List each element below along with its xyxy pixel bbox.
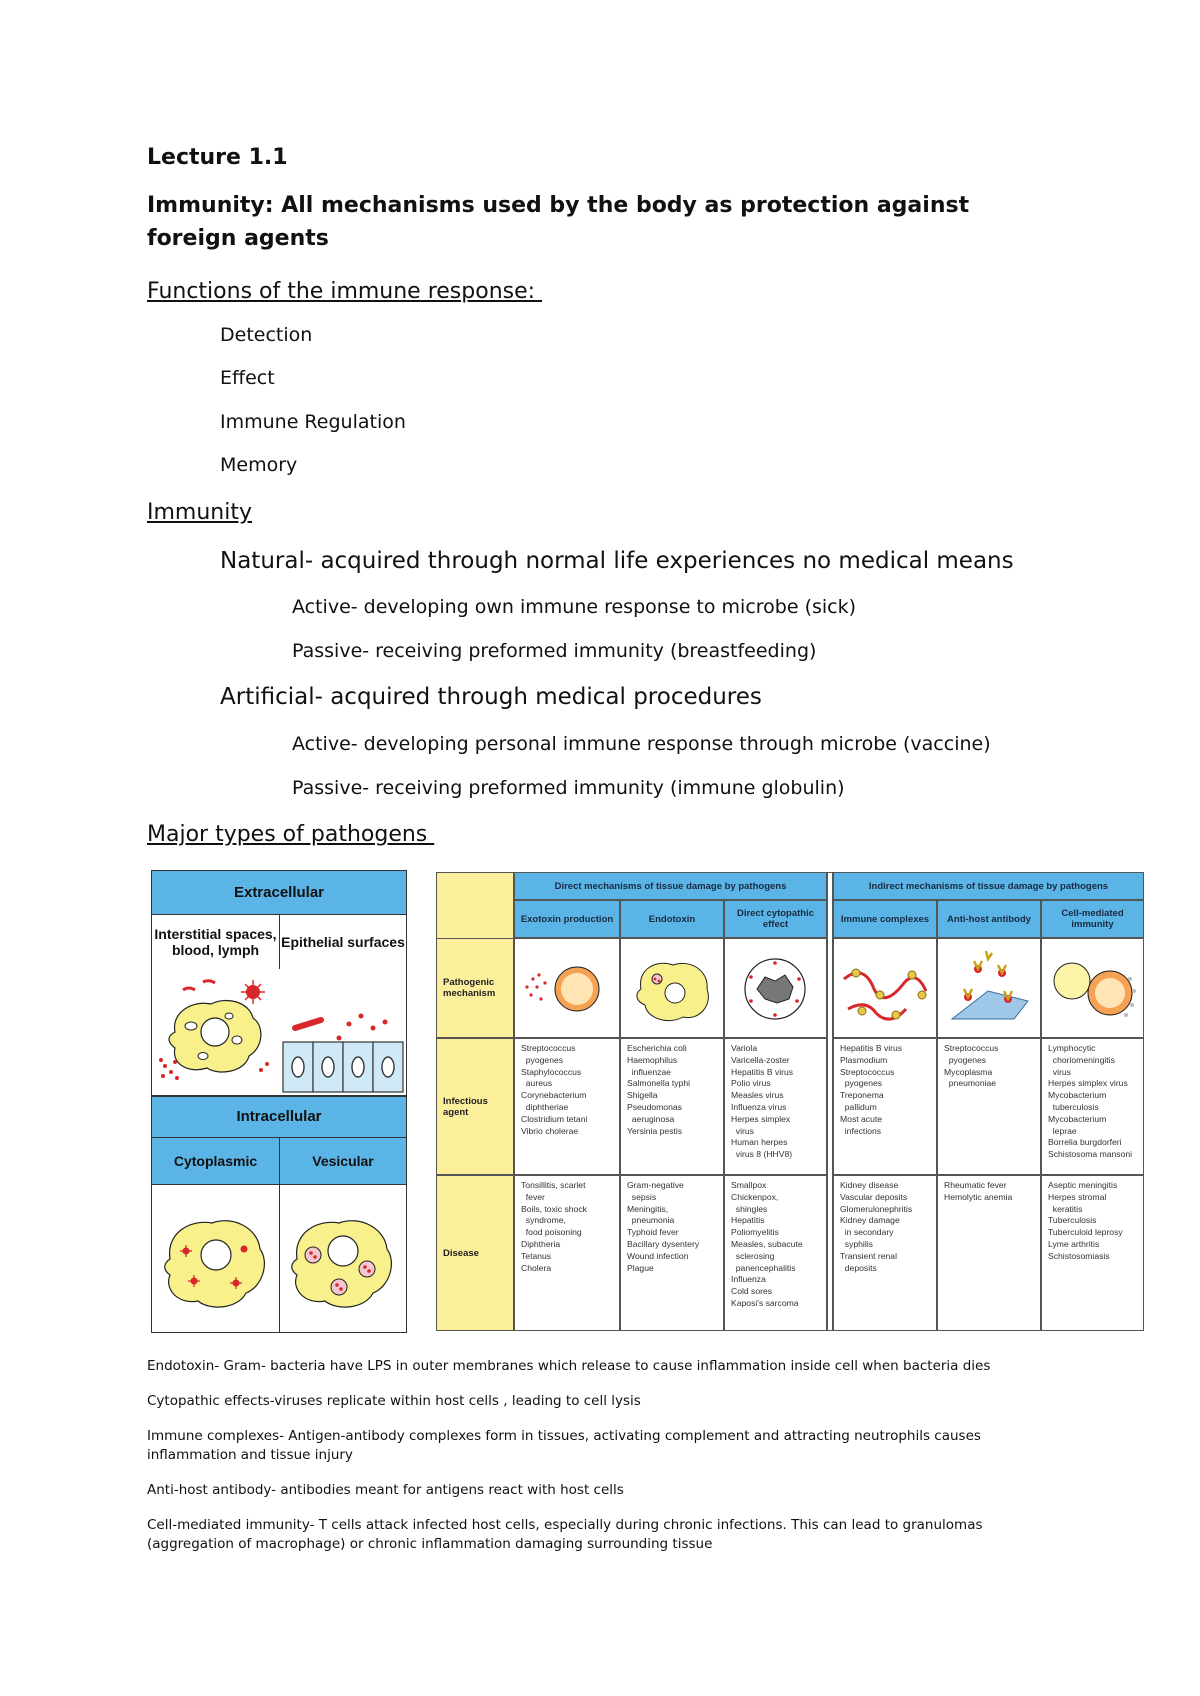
row-label: Infectious agent xyxy=(436,1038,514,1175)
column-header: Direct cytopathic effect xyxy=(724,900,827,938)
lecture-title: Lecture 1.1 xyxy=(147,145,288,170)
cytoplasmic-cell-icon xyxy=(154,1189,278,1329)
note-cell-mediated: Cell-mediated immunity- T cells attack infected host cells, especially during chronic infections. This can lead to granulomas (aggregation of macrophage) or chronic inflammation damaging surrounding tissue xyxy=(147,1517,983,1552)
exotoxin-illustration xyxy=(514,938,620,1038)
definition-line-2: foreign agents xyxy=(147,226,329,251)
vesicular-cell-icon xyxy=(281,1189,405,1329)
cytopathic-illustration xyxy=(724,938,827,1038)
extracellular-header: Extracellular xyxy=(151,870,407,915)
column-header: Endotoxin xyxy=(620,900,724,938)
agents-cell: Variola Varicella-zoster Hepatitis B virus Polio virus Measles virus Influenza virus Herpes simplex virus Human herpes virus 8 (HHV8) xyxy=(724,1038,827,1175)
direct-mechanisms-header: Direct mechanisms of tissue damage by pathogens xyxy=(514,872,827,900)
function-item: Effect xyxy=(220,367,275,389)
natural-title: Natural- acquired through normal life experiences no medical means xyxy=(220,548,1014,574)
disease-cell: Rheumatic fever Hemolytic anemia xyxy=(937,1175,1041,1331)
natural-active: Active- developing own immune response to microbe (sick) xyxy=(292,596,857,618)
cytoplasmic-label: Cytoplasmic xyxy=(151,1137,280,1185)
agents-cell: Hepatitis B virus Plasmodium Streptococcus pyogenes Treponema pallidum Most acute infections xyxy=(833,1038,937,1175)
disease-cell: Smallpox Chickenpox, shingles Hepatitis Poliomyelitis Measles, subacute sclerosing panencephalitis Influenza Cold sores Kaposi's sarcoma xyxy=(724,1175,827,1331)
artificial-title: Artificial- acquired through medical procedures xyxy=(220,684,762,710)
extracellular-illustration xyxy=(151,969,407,1096)
disease-cell: Tonsillitis, scarlet fever Boils, toxic shock syndrome, food poisoning Diphtheria Tetanus Cholera xyxy=(514,1175,620,1331)
disease-cell: Kidney disease Vascular deposits Glomerulonephritis Kidney damage in secondary syphilis Transient renal deposits xyxy=(833,1175,937,1331)
epithelial-label: Epithelial surfaces xyxy=(279,914,407,970)
row-label: Disease xyxy=(436,1175,514,1331)
vesicular-illustration xyxy=(279,1184,407,1333)
function-item: Memory xyxy=(220,454,298,476)
functions-heading: Functions of the immune response: xyxy=(147,279,543,304)
pathogen-location-figure xyxy=(151,870,407,1333)
agents-cell: Lymphocytic choriomeningitis virus Herpes simplex virus Mycobacterium tuberculosis Mycobacterium leprae Borrelia burgdorferi Schistosoma mansoni xyxy=(1041,1038,1144,1175)
extracellular-cells-illustration xyxy=(153,970,405,1094)
artificial-active: Active- developing personal immune response through microbe (vaccine) xyxy=(292,733,991,755)
agents-cell: Streptococcus pyogenes Mycoplasma pneumoniae xyxy=(937,1038,1041,1175)
natural-passive: Passive- receiving preformed immunity (breastfeeding) xyxy=(292,640,817,662)
immune-complex-illustration xyxy=(833,938,937,1038)
agents-cell: Escherichia coli Haemophilus influenzae Salmonella typhi Shigella Pseudomonas aeruginosa Yersinia pestis xyxy=(620,1038,724,1175)
column-header: Anti-host antibody xyxy=(937,900,1041,938)
agents-cell: Streptococcus pyogenes Staphylococcus aureus Corynebacterium diphtheriae Clostridium tetani Vibrio cholerae xyxy=(514,1038,620,1175)
row-label: Pathogenic mechanism xyxy=(436,938,514,1038)
disease-cell: Gram-negative sepsis Meningitis, pneumonia Typhoid fever Bacillary dysentery Wound infection Plague xyxy=(620,1175,724,1331)
interstitial-label: Interstitial spaces, blood, lymph xyxy=(151,914,280,970)
disease-cell: Aseptic meningitis Herpes stromal keratitis Tuberculosis Tuberculoid leprosy Lyme arthritis Schistosomiasis xyxy=(1041,1175,1144,1331)
artificial-passive: Passive- receiving preformed immunity (immune globulin) xyxy=(292,777,845,799)
cell-mediated-illustration xyxy=(1041,938,1144,1038)
function-item: Detection xyxy=(220,324,313,346)
anti-host-antibody-illustration xyxy=(937,938,1041,1038)
function-item: Immune Regulation xyxy=(220,411,406,433)
note-anti-host: Anti-host antibody- antibodies meant for antigens react with host cells xyxy=(147,1482,624,1498)
intracellular-header: Intracellular xyxy=(151,1096,407,1138)
indirect-mechanisms-header: Indirect mechanisms of tissue damage by pathogens xyxy=(833,872,1144,900)
immunity-heading: Immunity xyxy=(147,500,252,525)
cytoplasmic-illustration xyxy=(151,1184,280,1333)
note-endotoxin: Endotoxin- Gram- bacteria have LPS in outer membranes which release to cause inflammation inside cell when bacteria dies xyxy=(147,1358,991,1374)
endotoxin-illustration xyxy=(620,938,724,1038)
definition-line-1: Immunity: All mechanisms used by the body as protection against xyxy=(147,193,970,218)
tissue-damage-table xyxy=(436,872,1144,1331)
note-cytopathic: Cytopathic effects-viruses replicate within host cells , leading to cell lysis xyxy=(147,1393,641,1409)
vesicular-label: Vesicular xyxy=(279,1137,407,1185)
column-header: Immune complexes xyxy=(833,900,937,938)
pathogens-heading: Major types of pathogens xyxy=(147,822,435,847)
column-header: Exotoxin production xyxy=(514,900,620,938)
note-immune-complexes: Immune complexes- Antigen-antibody complexes form in tissues, activating complement and attracting neutrophils causes inflammation and tissue injury xyxy=(147,1428,981,1463)
column-header: Cell-mediated immunity xyxy=(1041,900,1144,938)
